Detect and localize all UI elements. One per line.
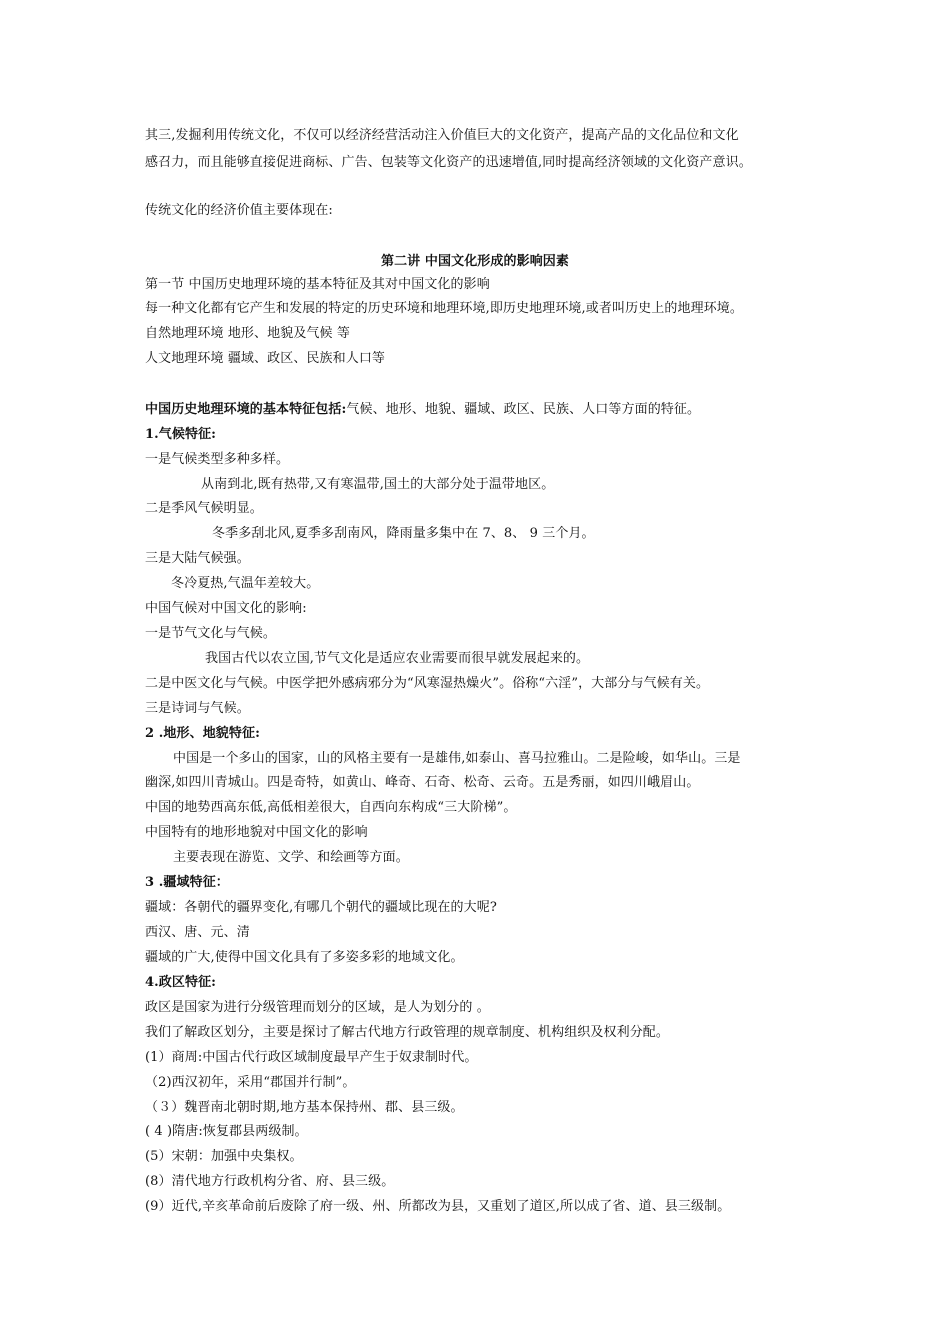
paragraph-line: 其三,发掘利用传统文化，不仅可以经济经营活动注入价值巨大的文化资产，提高产品的文化品位和文化 bbox=[145, 128, 739, 143]
paragraph-line: 我们了解政区划分，主要是探讨了解古代地方行政管理的规章制度、机构组织及权利分配。 bbox=[145, 1025, 670, 1040]
paragraph-line: 从南到北,既有热带,又有寒温带,国土的大部分处于温带地区。 bbox=[201, 477, 555, 492]
list-item: ( 4 )隋唐:恢复郡县两级制。 bbox=[145, 1124, 308, 1139]
paragraph-line: 中国特有的地形地貌对中国文化的影响 bbox=[145, 825, 368, 840]
paragraph-line: 二是季风气候明显。 bbox=[145, 501, 263, 516]
lecture-title: 第二讲 中国文化形成的影响因素 bbox=[380, 254, 570, 269]
paragraph-line: 疆域：各朝代的疆界变化,有哪几个朝代的疆域比现在的大呢? bbox=[145, 900, 497, 915]
paragraph-line: 三是诗词与气候。 bbox=[145, 701, 250, 716]
paragraph-line: 人文地理环境 疆域、政区、民族和人口等 bbox=[145, 351, 386, 366]
paragraph-line: 传统文化的经济价值主要体现在: bbox=[145, 203, 333, 218]
paragraph-line: 一是气候类型多种多样。 bbox=[145, 452, 290, 467]
paragraph-line: 冬季多刮北风,夏季多刮南风，降雨量多集中在 7、8、 9 三个月。 bbox=[212, 526, 595, 541]
paragraph-line: 中国气候对中国文化的影响: bbox=[145, 601, 307, 616]
list-item: (5）宋朝：加强中央集权。 bbox=[145, 1149, 303, 1164]
subheading-climate: 1.气候特征: bbox=[145, 427, 217, 442]
list-item: （３）魏晋南北朝时期,地方基本保持州、郡、县三级。 bbox=[145, 1100, 464, 1115]
paragraph-line: 疆域的广大,使得中国文化具有了多姿多彩的地域文化。 bbox=[145, 950, 464, 965]
subheading-terrain: 2 .地形、地貌特征: bbox=[145, 726, 260, 741]
list-item: （2)西汉初年，采用“郡国并行制”。 bbox=[145, 1075, 356, 1090]
list-item: (1）商周:中国古代行政区域制度最早产生于奴隶制时代。 bbox=[145, 1050, 478, 1065]
list-item: (9）近代,辛亥革命前后废除了府一级、州、所都改为县，又重划了道区,所以成了省、道、县三级制。 bbox=[145, 1199, 731, 1214]
paragraph-line: 三是大陆气候强。 bbox=[145, 551, 250, 566]
feature-summary-label: 中国历史地理环境的基本特征包括: bbox=[145, 402, 347, 417]
paragraph-line: 感召力，而且能够直接促进商标、广告、包装等文化资产的迅速增值,同时提高经济领域的文化资产意识。 bbox=[145, 155, 752, 170]
paragraph-line: 自然地理环境 地形、地貌及气候 等 bbox=[145, 326, 350, 341]
paragraph-line: 政区是国家为进行分级管理而划分的区域，是人为划分的 。 bbox=[145, 1000, 490, 1015]
section-heading: 第一节 中国历史地理环境的基本特征及其对中国文化的影响 bbox=[145, 277, 490, 292]
paragraph-line: 二是中医文化与气候。中医学把外感病邪分为“风寒湿热燥火”。俗称“六淫”，大部分与气候有关。 bbox=[145, 676, 710, 691]
paragraph-line: 中国是一个多山的国家，山的风格主要有一是雄伟,如泰山、喜马拉雅山。二是险峻，如华山。三是 bbox=[173, 751, 741, 766]
paragraph-line: 每一种文化都有它产生和发展的特定的历史环境和地理环境,即历史地理环境,或者叫历史上的地理环境。 bbox=[145, 301, 743, 316]
paragraph-line: 冬冷夏热,气温年差较大。 bbox=[171, 576, 320, 591]
subheading-territory: 3 .疆域特征： bbox=[145, 875, 229, 890]
paragraph-line: 我国古代以农立国,节气文化是适应农业需要而很早就发展起来的。 bbox=[205, 651, 590, 666]
subheading-administrative: 4.政区特征: bbox=[145, 975, 217, 990]
feature-summary-text: 气候、地形、地貌、疆域、政区、民族、人口等方面的特征。 bbox=[346, 402, 701, 417]
list-item: (8）清代地方行政机构分省、府、县三级。 bbox=[145, 1174, 395, 1189]
paragraph-line: 西汉、唐、元、清 bbox=[145, 925, 250, 940]
paragraph-line: 一是节气文化与气候。 bbox=[145, 626, 277, 641]
paragraph-line: 主要表现在游览、文学、和绘画等方面。 bbox=[173, 850, 409, 865]
feature-summary bbox=[145, 402, 700, 418]
paragraph-line: 中国的地势西高东低,高低相差很大，自西向东构成“三大阶梯”。 bbox=[145, 800, 517, 815]
paragraph-line: 幽深,如四川青城山。四是奇特，如黄山、峰奇、石奇、松奇、云奇。五是秀丽，如四川峨眉山。 bbox=[145, 775, 700, 790]
